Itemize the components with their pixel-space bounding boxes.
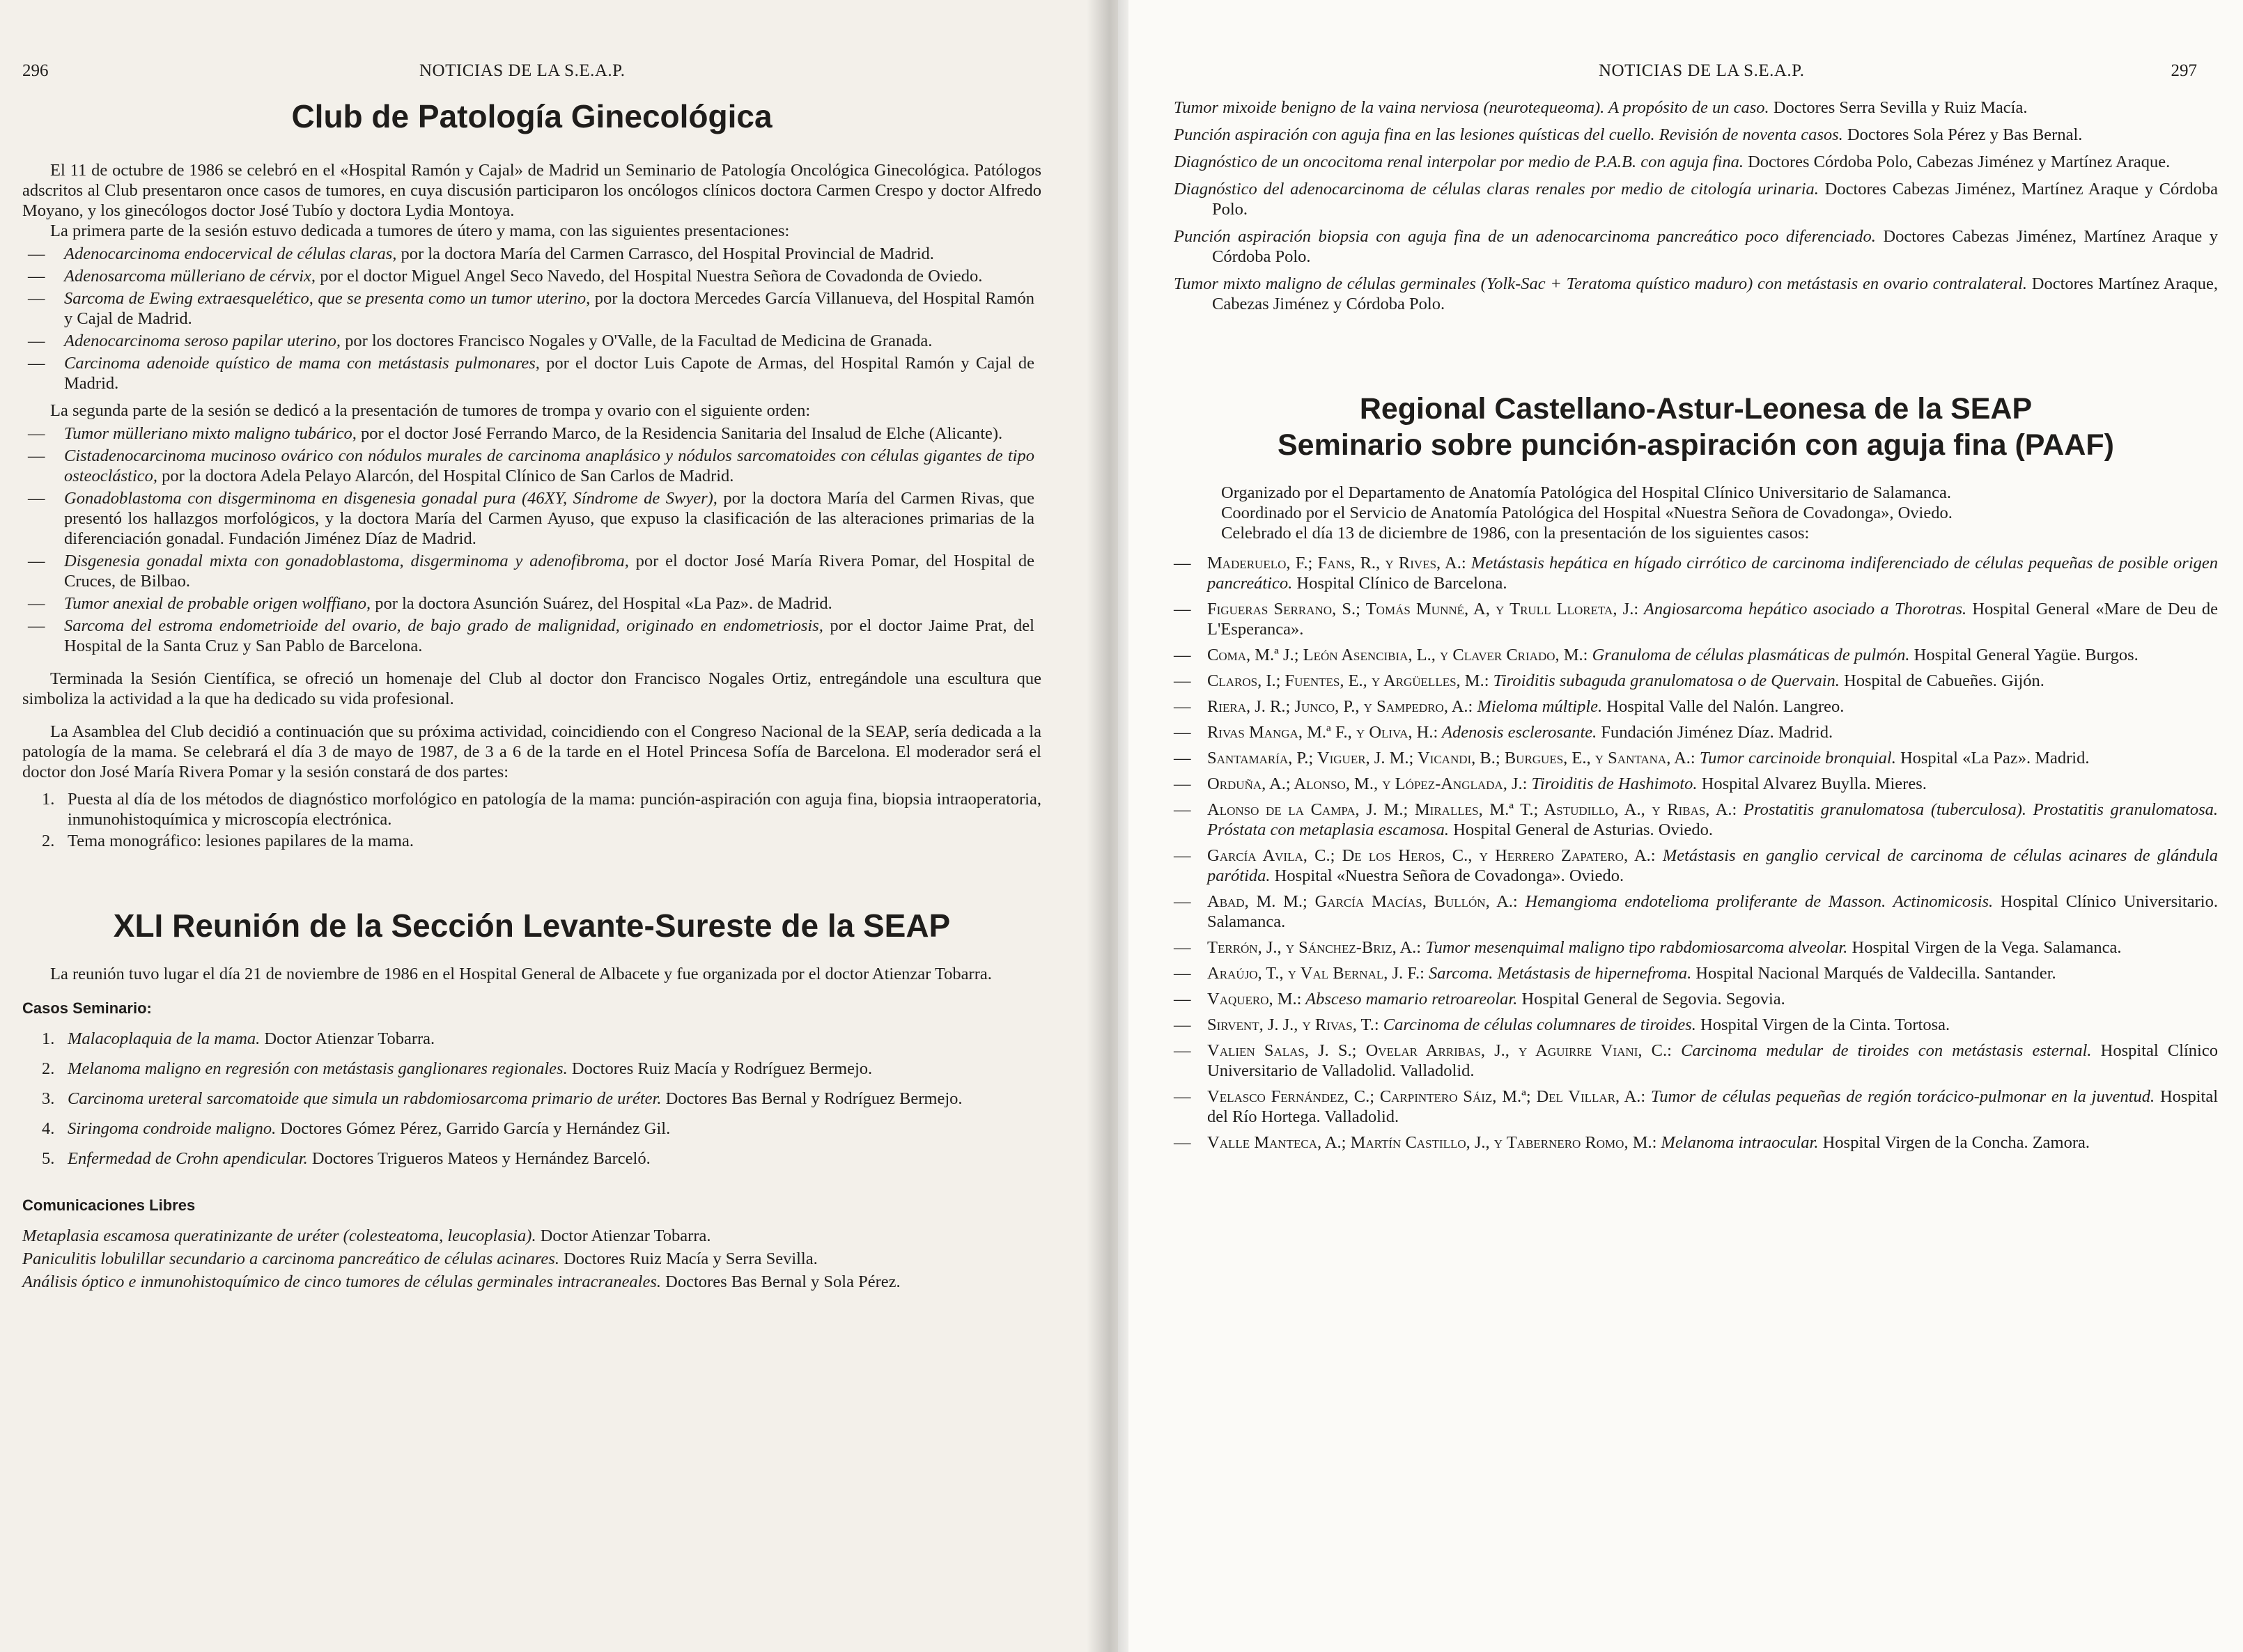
paragraph: La segunda parte de la sesión se dedicó a la presentación de tumores de trompa y ovario con el siguiente orden:	[50, 401, 811, 420]
page-number: 296	[22, 61, 49, 80]
list-item: 2. Tema monográfico: lesiones papilares de la mama.	[42, 832, 414, 850]
list-item: — Adenocarcinoma endocervical de células claras, por la doctora María del Carmen Carrasco, del Hospital Provincial de Madrid.	[22, 244, 1041, 264]
list-item: — Tumor anexial de probable origen wolffiano, por la doctora Asunción Suárez, del Hospital «La Paz». de Madrid.	[22, 593, 1041, 614]
list-item: 4. Siringoma condroide maligno. Doctores Gómez Pérez, Garrido García y Hernández Gil.	[42, 1119, 671, 1138]
list-item: — Sarcoma del estroma endometrioide del ovario, de bajo grado de malignidad, originado en endometriosis, por el doctor Jaime Prat, del Hospital de la Santa Cruz y San Pablo de Barcelona.	[22, 616, 1041, 656]
list-item: — Sirvent, J. J., y Rivas, T.: Carcinoma de células columnares de tiroides. Hospital Virgen de la Cinta. Tortosa.	[1174, 1015, 2218, 1035]
presentation-list-1	[22, 244, 1041, 393]
list-item: — Sarcoma de Ewing extraesquelético, que se presenta como un tumor uterino, por la doctora Mercedes García Villanueva, del Hospital Ramón y Cajal de Madrid.	[22, 288, 1041, 329]
section-title-levante: XLI Reunión de la Sección Levante-Sureste de la SEAP	[113, 907, 951, 944]
list-item: Tumor mixto maligno de células germinales (Yolk-Sac + Teratoma quístico maduro) con metástasis en ovario contralateral. Doctores Martínez Araque, Cabezas Jiménez y Córdoba Polo.	[1174, 274, 2218, 313]
list-item: — Velasco Fernández, C.; Carpintero Sáiz, M.ª; Del Villar, A.: Tumor de células pequeñas de región torácico-pulmonar en la juventud. Hospital del Río Hortega. Valladolid.	[1174, 1086, 2218, 1127]
list-item: Paniculitis lobulillar secundario a carcinoma pancreático de células acinares. Doctores Ruiz Macía y Serra Sevilla.	[22, 1249, 818, 1268]
running-header	[22, 61, 1041, 85]
subheading-casos: Casos Seminario:	[22, 999, 152, 1017]
left-page	[0, 0, 1118, 1652]
section-title-line-2: Seminario sobre punción-aspiración con aguja fina (PAAF)	[1278, 428, 2114, 462]
list-item: — Araújo, T., y Val Bernal, J. F.: Sarcoma. Metástasis de hipernefroma. Hospital Nacional Marqués de Valdecilla. Santander.	[1174, 963, 2218, 983]
list-item: — Valle Manteca, A.; Martín Castillo, J., y Tabernero Romo, M.: Melanoma intraocular. Hospital Virgen de la Concha. Zamora.	[1174, 1132, 2218, 1153]
intro-coordinated: Coordinado por el Servicio de Anatomía Patológica del Hospital «Nuestra Señora de Covadonga», Oviedo.	[1221, 504, 1953, 522]
list-item: 2. Melanoma maligno en regresión con metástasis ganglionares regionales. Doctores Ruiz Macía y Rodríguez Bermejo.	[42, 1059, 873, 1078]
intro-organized: Organizado por el Departamento de Anatomía Patológica del Hospital Clínico Universitario de Salamanca.	[1221, 483, 1951, 502]
paragraph: El 11 de octubre de 1986 se celebró en el «Hospital Ramón y Cajal» de Madrid un Seminario de Patología Oncológica Ginecológica. Patólogos adscritos al Club presentaron once casos de tumores, en cuya discusión participaron los oncólogos clínicos doctora Carmen Crespo y doctor Alfredo Moyano, y los ginecólogos doctor José Tubío y doctora Lydia Montoya.	[22, 161, 1041, 220]
paaf-cases-list	[1174, 553, 2218, 1153]
list-item: — Orduña, A.; Alonso, M., y López-Anglada, J.: Tiroiditis de Hashimoto. Hospital Alvarez Buylla. Mieres.	[1174, 774, 2218, 794]
list-item: — Valien Salas, J. S.; Ovelar Arribas, J., y Aguirre Viani, C.: Carcinoma medular de tiroides con metástasis esternal. Hospital Clínico Universitario de Valladolid. Valladolid.	[1174, 1041, 2218, 1081]
section-title-regional	[1174, 391, 2218, 463]
intro-celebrated: Celebrado el día 13 de diciembre de 1986, con la presentación de los siguientes casos:	[1221, 524, 1810, 543]
section-title-club: Club de Patología Ginecológica	[291, 98, 773, 134]
running-head-title: NOTICIAS DE LA S.E.A.P.	[1599, 61, 1805, 80]
list-item: Tumor mixoide benigno de la vaina nerviosa (neurotequeoma). A propósito de un caso. Doctores Serra Sevilla y Ruiz Macía.	[1174, 98, 2028, 117]
list-item: — Claros, I.; Fuentes, E., y Argüelles, M.: Tiroiditis subaguda granulomatosa o de Quervain. Hospital de Cabueñes. Gijón.	[1174, 671, 2218, 691]
page-number: 297	[2171, 61, 2197, 80]
paragraph: La primera parte de la sesión estuvo dedicada a tumores de útero y mama, con las siguientes presentaciones:	[50, 221, 790, 240]
running-header	[1174, 61, 2218, 85]
list-item: — Tumor mülleriano mixto maligno tubárico, por el doctor José Ferrando Marco, de la Residencia Sanitaria del Insalud de Elche (Alicante).	[22, 423, 1041, 444]
cases-list	[22, 1029, 1041, 1169]
list-item: Análisis óptico e inmunohistoquímico de cinco tumores de células germinales intracraneales. Doctores Bas Bernal y Sola Pérez.	[22, 1272, 901, 1291]
paragraph: La reunión tuvo lugar el día 21 de noviembre de 1986 en el Hospital General de Albacete y fue organizada por el doctor Atienzar Tobarra.	[50, 965, 992, 983]
list-item: — Vaquero, M.: Absceso mamario retroareolar. Hospital General de Segovia. Segovia.	[1174, 989, 2218, 1009]
section-title-line-1: Regional Castellano-Astur-Leonesa de la SEAP	[1359, 392, 2033, 426]
paragraph: La Asamblea del Club decidió a continuación que su próxima actividad, coincidiendo con el Congreso Nacional de la SEAP, sería dedicada a la patología de la mama. Se celebrará el día 3 de mayo de 1987, de 3 a 6 de la tarde en el Hotel Princesa Sofía de Barcelona. El moderador será el doctor don José María Rivera Pomar y la sesión constará de dos partes:	[22, 722, 1041, 781]
list-item: — Figueras Serrano, S.; Tomás Munné, A, y Trull Lloreta, J.: Angiosarcoma hepático asociado a Thorotras. Hospital General «Mare de Deu de L'Esperanca».	[1174, 599, 2218, 639]
list-item: — Santamaría, P.; Viguer, J. M.; Vicandi, B.; Burgues, E., y Santana, A.: Tumor carcinoide bronquial. Hospital «La Paz». Madrid.	[1174, 748, 2218, 768]
list-item: 1. Malacoplaquia de la mama. Doctor Atienzar Tobarra.	[42, 1029, 435, 1048]
list-item: — Maderuelo, F.; Fans, R., y Rives, A.: Metástasis hepática en hígado cirrótico de carcinoma indiferenciado de células pequeñas de posible origen pancreático. Hospital Clínico de Barcelona.	[1174, 553, 2218, 593]
session-parts-list	[22, 789, 1041, 851]
list-item: Metaplasia escamosa queratinizante de uréter (colesteatoma, leucoplasia). Doctor Atienzar Tobarra.	[22, 1226, 711, 1245]
list-item: — Carcinoma adenoide quístico de mama con metástasis pulmonares, por el doctor Luis Capote de Armas, del Hospital Ramón y Cajal de Madrid.	[22, 353, 1041, 393]
list-item: — Cistadenocarcinoma mucinoso ovárico con nódulos murales de carcinoma anaplásico y nódulos sarcomatoides con células gigantes de tipo osteoclástico, por la doctora Adela Pelayo Alarcón, del Hospital Clínico de San Carlos de Madrid.	[22, 446, 1041, 486]
list-item: Punción aspiración con aguja fina en las lesiones quísticas del cuello. Revisión de noventa casos. Doctores Sola Pérez y Bas Bernal.	[1174, 125, 2083, 144]
list-item: — García Avila, C.; De los Heros, C., y Herrero Zapatero, A.: Metástasis en ganglio cervical de carcinoma de células acinares de glándula parótida. Hospital «Nuestra Señora de Covadonga». Oviedo.	[1174, 846, 2218, 886]
list-item: Punción aspiración biopsia con aguja fina de un adenocarcinoma pancreático poco diferenciado. Doctores Cabezas Jiménez, Martínez Araque y Córdoba Polo.	[1174, 227, 2218, 266]
list-item: — Rivas Manga, M.ª F., y Oliva, H.: Adenosis esclerosante. Fundación Jiménez Díaz. Madrid.	[1174, 722, 2218, 742]
list-item: 5. Enfermedad de Crohn apendicular. Doctores Trigueros Mateos y Hernández Barceló.	[42, 1149, 651, 1168]
list-item: — Coma, M.ª J.; León Asencibia, L., y Claver Criado, M.: Granuloma de células plasmáticas de pulmón. Hospital General Yagüe. Burgos.	[1174, 645, 2218, 665]
running-head-title: NOTICIAS DE LA S.E.A.P.	[419, 61, 626, 80]
paragraph: Terminada la Sesión Científica, se ofreció un homenaje del Club al doctor don Francisco Nogales Ortiz, entregándole una escultura que simboliza la actividad a la que ha dedicado su vida profesional.	[22, 669, 1041, 708]
list-item: Diagnóstico del adenocarcinoma de células claras renales por medio de citología urinaria. Doctores Cabezas Jiménez, Martínez Araque y Córdoba Polo.	[1174, 180, 2219, 219]
list-item: — Alonso de la Campa, J. M.; Miralles, M.ª T.; Astudillo, A., y Ribas, A.: Prostatitis granulomatosa (tuberculosa). Prostatitis granulomatosa. Próstata con metaplasia escamosa. Hospital General de Asturias. Oviedo.	[1174, 800, 2218, 840]
list-item: — Gonadoblastoma con disgerminoma en disgenesia gonadal pura (46XY, Síndrome de Swyer), por la doctora María del Carmen Rivas, que presentó los hallazgos morfológicos, y la doctora María del Carmen Ayuso, que expuso la clasificación de las alteraciones primarias de la diferenciación gonadal. Fundación Jiménez Díaz de Madrid.	[22, 488, 1041, 549]
list-item: — Abad, M. M.; García Macías, Bullón, A.: Hemangioma endotelioma proliferante de Masson. Actinomicosis. Hospital Clínico Universitario. Salamanca.	[1174, 891, 2218, 932]
list-item: — Terrón, J., y Sánchez-Briz, A.: Tumor mesenquimal maligno tipo rabdomiosarcoma alveolar. Hospital Virgen de la Vega. Salamanca.	[1174, 937, 2218, 958]
list-item: — Adenosarcoma mülleriano de cérvix, por el doctor Miguel Angel Seco Navedo, del Hospital Nuestra Señora de Covadonda de Oviedo.	[22, 266, 1041, 286]
subheading-comunicaciones: Comunicaciones Libres	[22, 1197, 196, 1214]
list-item: — Disgenesia gonadal mixta con gonadoblastoma, disgerminoma y adenofibroma, por el doctor José María Rivera Pomar, del Hospital de Cruces, de Bilbao.	[22, 551, 1041, 591]
right-page	[1118, 0, 2243, 1652]
list-item: — Adenocarcinoma seroso papilar uterino, por los doctores Francisco Nogales y O'Valle, de la Facultad de Medicina de Granada.	[22, 331, 1041, 351]
communications-list	[22, 1226, 1041, 1292]
list-item: Diagnóstico de un oncocitoma renal interpolar por medio de P.A.B. con aguja fina. Doctores Córdoba Polo, Cabezas Jiménez y Martínez Araque.	[1174, 153, 2171, 171]
communications-continued	[1174, 98, 2218, 314]
presentation-list-2	[22, 423, 1041, 656]
list-item: 3. Carcinoma ureteral sarcomatoide que simula un rabdomiosarcoma primario de uréter. Doctores Bas Bernal y Rodríguez Bermejo.	[42, 1089, 963, 1108]
list-item: — Riera, J. R.; Junco, P., y Sampedro, A.: Mieloma múltiple. Hospital Valle del Nalón. Langreo.	[1174, 696, 2218, 717]
list-item: 1. Puesta al día de los métodos de diagnóstico morfológico en patología de la mama: punción-aspiración con aguja fina, biopsia intraoperatoria, inmunohistoquímica y microscopía electrónica.	[42, 790, 1041, 829]
